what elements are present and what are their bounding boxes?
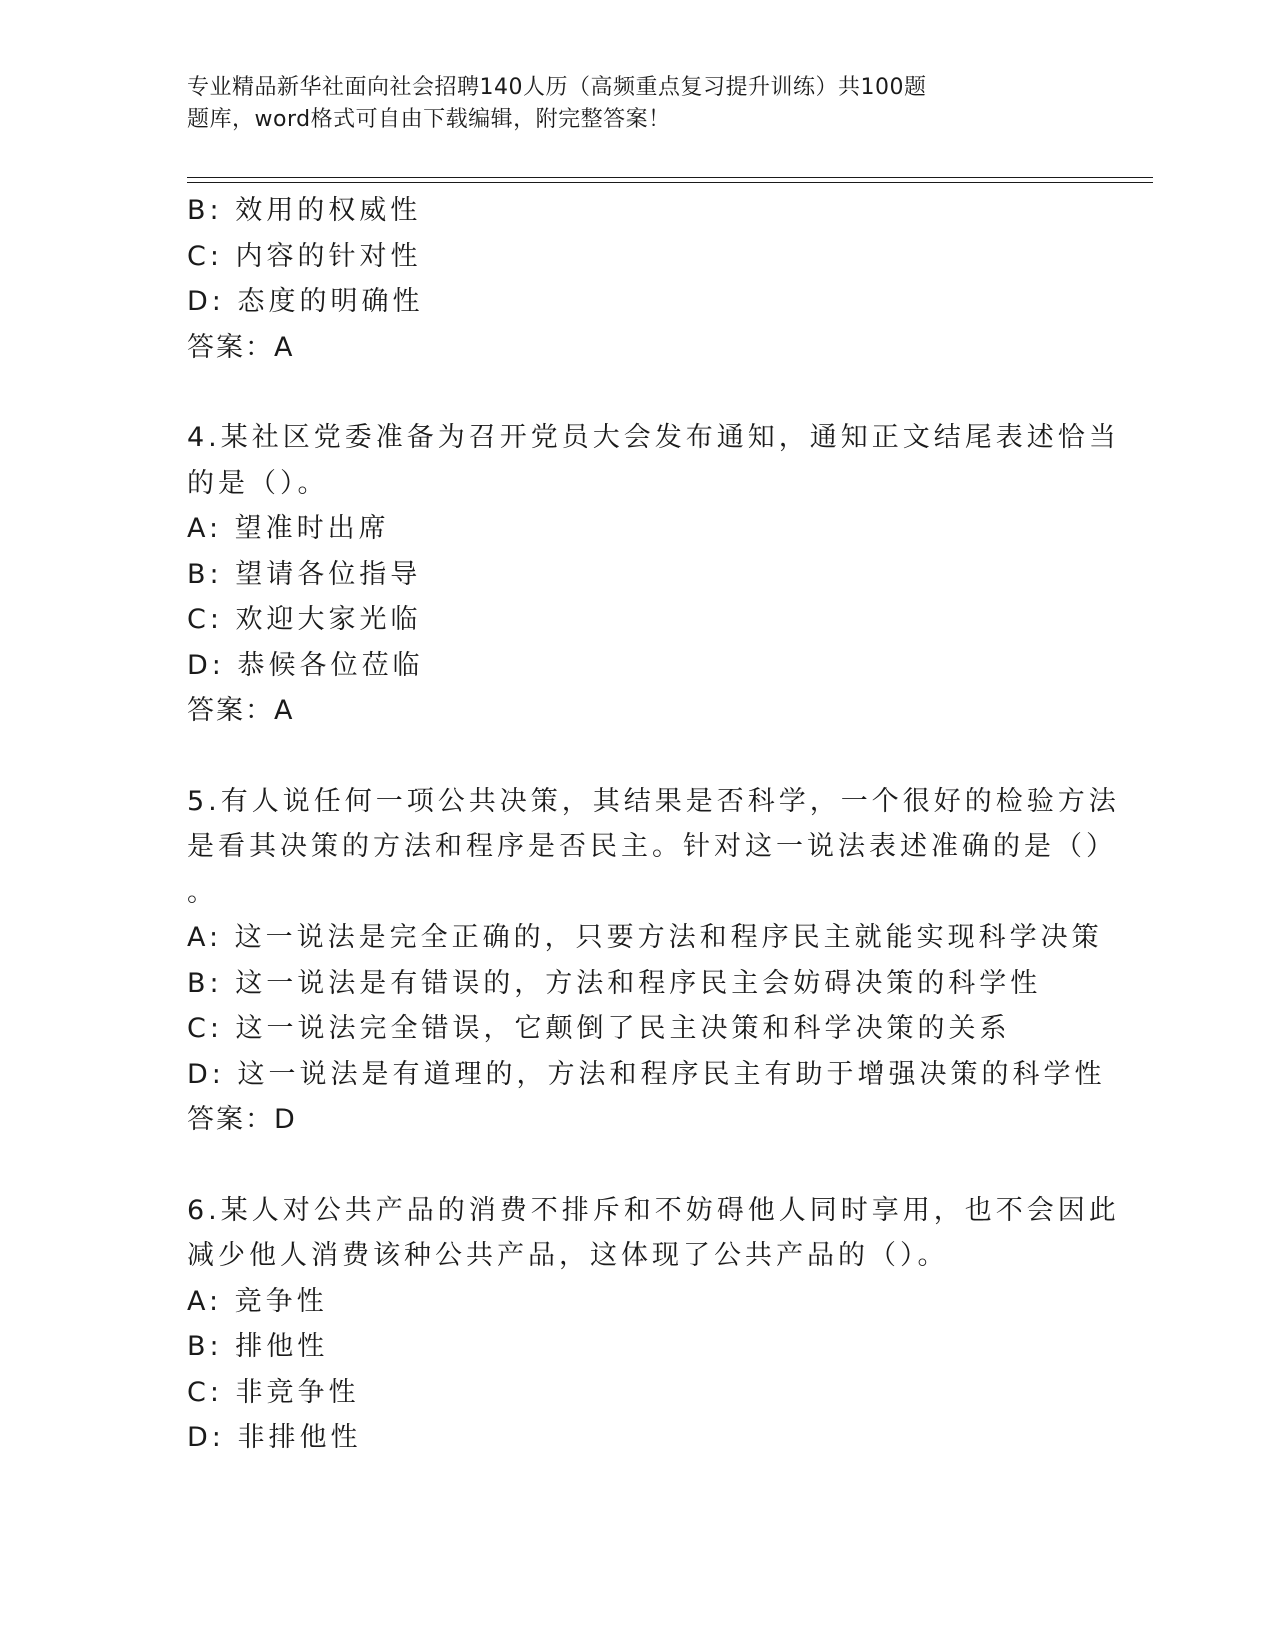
option-d: D: 非排他性 xyxy=(187,1422,362,1453)
question-stem: 。 xyxy=(187,876,218,908)
answer-label: 答案：A xyxy=(187,695,295,726)
option-b: B: 排他性 xyxy=(187,1331,329,1362)
option-c: C: 这一说法完全错误，它颠倒了民主决策和科学决策的关系 xyxy=(187,1013,1011,1044)
option-c: C: 内容的针对性 xyxy=(187,240,422,272)
header-title-line-1: 专业精品新华社面向社会招聘140人历（高频重点复习提升训练）共100题 xyxy=(187,75,927,100)
question-stem: 4.某社区党委准备为召开党员大会发布通知，通知正文结尾表述恰当 xyxy=(187,422,1120,453)
option-d: D: 这一说法是有道理的，方法和程序民主有助于增强决策的科学性 xyxy=(187,1058,1106,1090)
option-b: B: 效用的权威性 xyxy=(187,195,422,226)
option-d: D: 态度的明确性 xyxy=(187,286,424,317)
option-c: C: 非竞争性 xyxy=(187,1376,360,1408)
question-stem: 减少他人消费该种公共产品，这体现了公共产品的（）。 xyxy=(187,1240,949,1271)
option-a: A: 竞争性 xyxy=(187,1285,328,1317)
question-stem: 6.某人对公共产品的消费不排斥和不妨碍他人同时享用，也不会因此 xyxy=(187,1194,1120,1226)
question-5 xyxy=(187,779,1120,1143)
question-6 xyxy=(187,1188,1120,1461)
header-divider-bottom xyxy=(187,182,1153,183)
answer-label: 答案：D xyxy=(187,1104,297,1135)
question-4 xyxy=(187,415,1120,734)
header-title-line-2: 题库，word格式可自由下载编辑，附完整答案！ xyxy=(187,107,671,132)
spacer xyxy=(187,734,1087,779)
option-a: A: 这一说法是完全正确的，只要方法和程序民主就能实现科学决策 xyxy=(187,922,1103,953)
question-3 xyxy=(187,188,1087,370)
option-b: B: 望请各位指导 xyxy=(187,558,422,590)
option-a: A: 望准时出席 xyxy=(187,513,390,544)
option-c: C: 欢迎大家光临 xyxy=(187,604,422,635)
option-b: B: 这一说法是有错误的，方法和程序民主会妨碍决策的科学性 xyxy=(187,967,1042,999)
question-stem: 的是（）。 xyxy=(187,467,329,499)
question-stem: 是看其决策的方法和程序是否民主。针对这一说法表述准确的是（） xyxy=(187,831,1117,862)
answer-label: 答案：A xyxy=(187,331,295,363)
spacer xyxy=(187,1143,1087,1188)
document-header xyxy=(187,72,1067,136)
question-list xyxy=(187,188,1120,1461)
question-stem: 5.有人说任何一项公共决策，其结果是否科学，一个很好的检验方法 xyxy=(187,785,1120,817)
header-divider-top xyxy=(187,177,1153,178)
spacer xyxy=(187,370,1087,415)
option-d: D: 恭候各位莅临 xyxy=(187,649,424,681)
